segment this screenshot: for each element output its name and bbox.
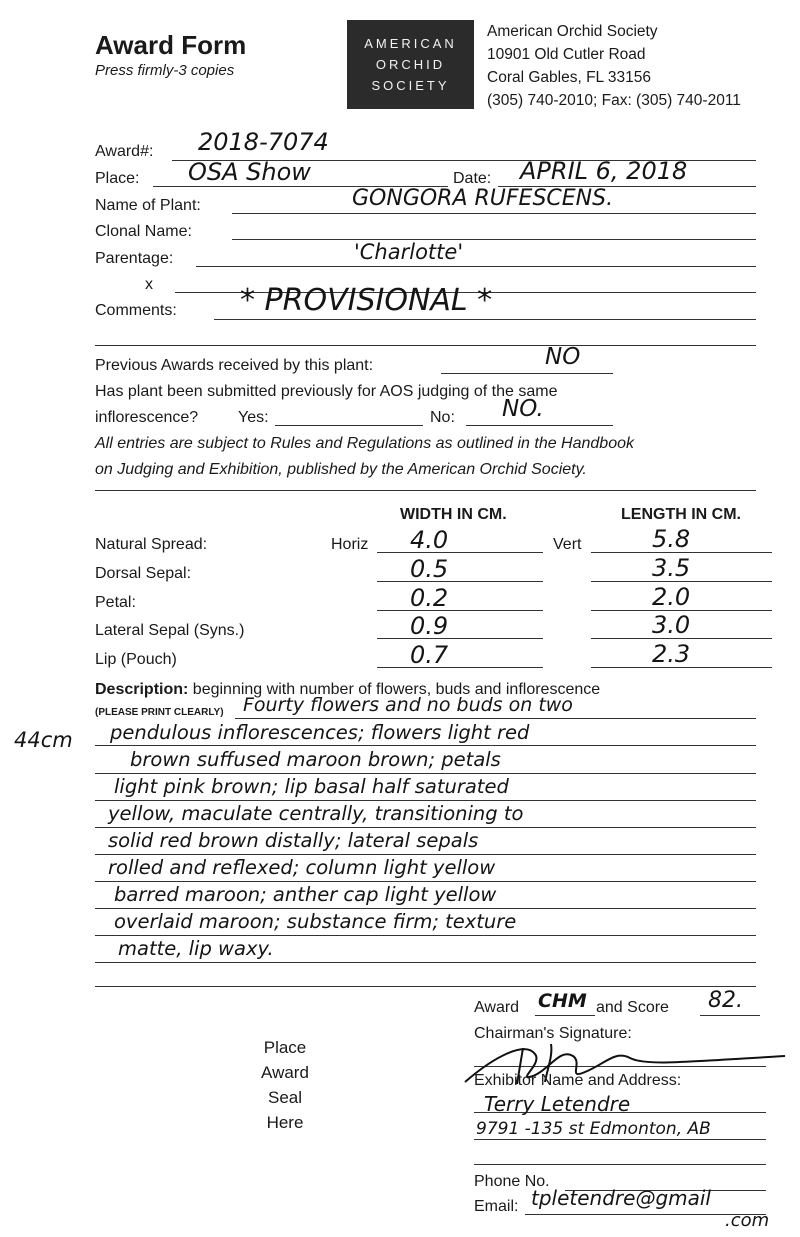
length-natural-spread[interactable]: 5.8 (652, 525, 691, 553)
chairman-signature-label: Chairman's Signature: (474, 1025, 632, 1042)
email-label: Email: (474, 1198, 519, 1215)
description-line-5[interactable]: yellow, maculate centrally, transitioning to (108, 802, 524, 825)
seal-line: Place (263, 1038, 307, 1057)
description-line-3[interactable]: brown suffused maroon brown; petals (130, 748, 501, 771)
inflorescence-label: inflorescence? (95, 409, 199, 426)
logo-line: SOCIETY (371, 78, 450, 93)
score-value[interactable]: 82. (708, 988, 743, 1013)
address-line: Coral Gables, FL 33156 (487, 69, 651, 86)
seal-line: Award (261, 1063, 309, 1082)
place-value[interactable]: OSA Show (188, 158, 311, 186)
exhibitor-label: Exhibitor Name and Address: (474, 1072, 682, 1089)
aos-logo (347, 20, 474, 109)
description-line-4[interactable]: light pink brown; lip basal half saturated (114, 775, 509, 798)
email-value-continued[interactable]: .com (725, 1210, 770, 1231)
horiz-label: Horiz (331, 536, 369, 553)
address-line: American Orchid Society (487, 23, 658, 40)
description-line-10[interactable]: matte, lip waxy. (118, 937, 274, 960)
submitted-previously-label: Has plant been submitted previously for AOS judging of the same (95, 383, 558, 400)
place-label: Place: (95, 170, 140, 187)
seal-line: Seal (267, 1088, 303, 1107)
award-value[interactable]: CHM (538, 990, 587, 1012)
vert-label: Vert (553, 536, 582, 553)
comments-value[interactable]: * PROVISIONAL * (240, 283, 493, 318)
width-lip[interactable]: 0.7 (410, 641, 449, 669)
exhibitor-name[interactable]: Terry Letendre (484, 1092, 631, 1116)
width-header: WIDTH IN CM. (400, 506, 507, 523)
description-line-6[interactable]: solid red brown distally; lateral sepals (108, 829, 479, 852)
clonal-name-label: Clonal Name: (95, 223, 192, 240)
description-line-1[interactable]: Fourty flowers and no buds on two (243, 694, 573, 716)
plant-name-value[interactable]: GONGORA RUFESCENS. (352, 186, 614, 211)
length-petal[interactable]: 2.0 (652, 583, 691, 611)
parentage-label: Parentage: (95, 250, 174, 267)
previous-awards-value[interactable]: NO (545, 344, 581, 370)
award-seal-placeholder (230, 1035, 340, 1135)
description-line-7[interactable]: rolled and reflexed; column light yellow (108, 856, 496, 879)
margin-note: 44cm (14, 728, 73, 752)
date-value[interactable]: APRIL 6, 2018 (520, 157, 688, 185)
parentage-x-label: x (145, 276, 153, 293)
society-address (487, 20, 741, 112)
description-line-8[interactable]: barred maroon; anther cap light yellow (114, 883, 497, 906)
length-lateral-sepal[interactable]: 3.0 (652, 611, 691, 639)
no-label: No: (430, 409, 455, 426)
email-value[interactable]: tpletendre@gmail (531, 1186, 711, 1210)
measure-label-petal: Petal: (95, 594, 136, 611)
length-header: LENGTH IN CM. (621, 506, 741, 523)
measure-label-natural-spread: Natural Spread: (95, 536, 208, 553)
width-petal[interactable]: 0.2 (410, 584, 449, 612)
clonal-name-value[interactable]: 'Charlotte' (354, 240, 464, 264)
measure-label-dorsal-sepal: Dorsal Sepal: (95, 565, 192, 582)
previous-awards-label: Previous Awards received by this plant: (95, 357, 374, 374)
plant-name-label: Name of Plant: (95, 197, 201, 214)
length-lip[interactable]: 2.3 (652, 640, 691, 668)
form-title: Award Form (95, 30, 247, 60)
rules-line-2: on Judging and Exhibition, published by the American Orchid Society. (95, 461, 587, 478)
seal-line: Here (266, 1113, 304, 1132)
yes-label: Yes: (238, 409, 269, 426)
measure-label-lateral-sepal: Lateral Sepal (Syns.) (95, 622, 245, 639)
length-dorsal-sepal[interactable]: 3.5 (652, 554, 691, 582)
description-line-9[interactable]: overlaid maroon; substance firm; texture (114, 910, 517, 933)
exhibitor-address[interactable]: 9791 -135 st Edmonton, AB (476, 1119, 711, 1139)
description-label-bold: Description: (95, 681, 189, 698)
logo-line: ORCHID (375, 57, 446, 72)
width-dorsal-sepal[interactable]: 0.5 (410, 555, 449, 583)
comments-label: Comments: (95, 302, 177, 319)
no-value[interactable]: NO. (502, 396, 544, 422)
award-label: Award (474, 999, 520, 1016)
print-clearly-note: (PLEASE PRINT CLEARLY) (95, 707, 224, 718)
award-number-value[interactable]: 2018-7074 (198, 128, 329, 156)
description-label-rest: beginning with number of flowers, buds and inflorescence (188, 681, 601, 698)
form-subtitle: Press firmly-3 copies (95, 62, 235, 79)
width-natural-spread[interactable]: 4.0 (410, 526, 449, 554)
address-line: 10901 Old Cutler Road (487, 46, 646, 63)
logo-line: AMERICAN (364, 36, 457, 51)
width-lateral-sepal[interactable]: 0.9 (410, 612, 449, 640)
score-label: and Score (596, 999, 669, 1016)
date-label: Date: (453, 170, 492, 187)
measure-label-lip: Lip (Pouch) (95, 651, 177, 668)
address-line: (305) 740-2010; Fax: (305) 740-2011 (487, 92, 741, 109)
award-number-label: Award#: (95, 143, 154, 160)
description-line-2[interactable]: pendulous inflorescences; flowers light red (110, 721, 530, 744)
phone-label: Phone No. (474, 1173, 550, 1190)
rules-line-1: All entries are subject to Rules and Regulations as outlined in the Handbook (95, 435, 634, 452)
